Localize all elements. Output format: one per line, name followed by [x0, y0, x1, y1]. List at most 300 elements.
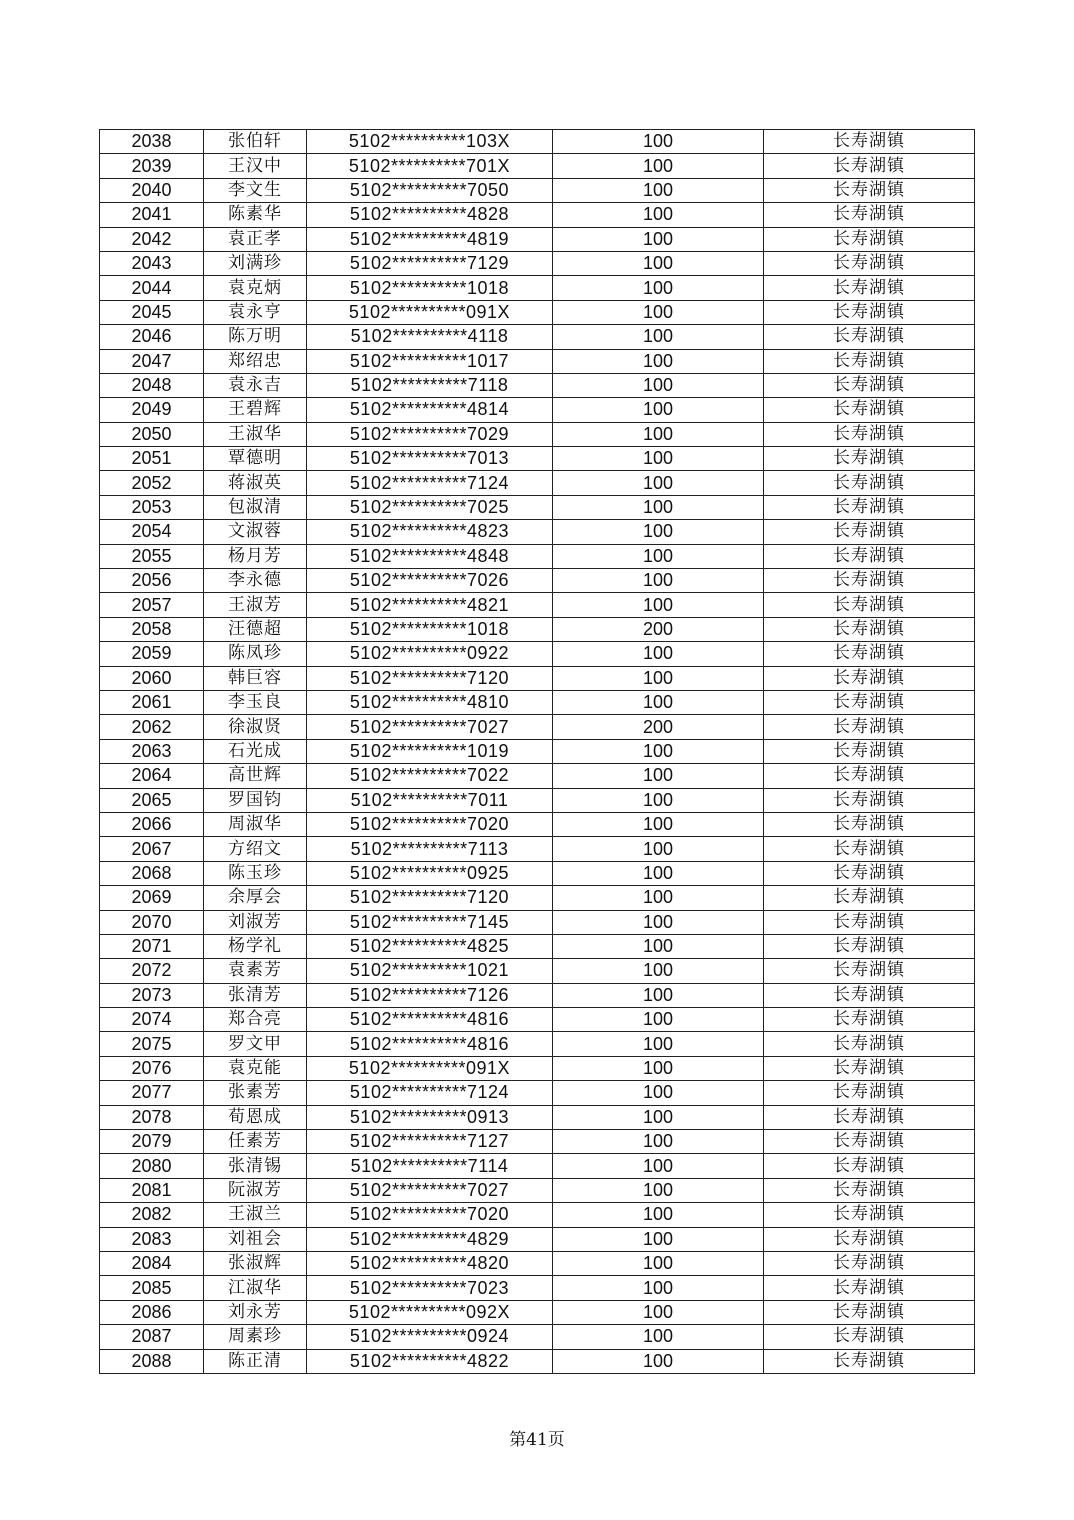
- row-number-cell: 2073: [100, 983, 204, 1007]
- row-number-cell: 2043: [100, 251, 204, 275]
- table-row: [100, 959, 975, 983]
- amount-cell: 100: [553, 959, 764, 983]
- table-row: [100, 1325, 975, 1349]
- row-number-cell: 2062: [100, 715, 204, 739]
- amount-cell: 100: [553, 1081, 764, 1105]
- id-number-cell: 5102**********7127: [307, 1130, 553, 1154]
- town-cell: 长寿湖镇: [764, 1032, 975, 1056]
- id-number-cell: 5102**********7050: [307, 178, 553, 202]
- amount-cell: 100: [553, 1276, 764, 1300]
- amount-cell: 100: [553, 373, 764, 397]
- id-number-cell: 5102**********7114: [307, 1154, 553, 1178]
- name-cell: 王淑兰: [204, 1203, 307, 1227]
- id-number-cell: 5102**********1018: [307, 276, 553, 300]
- town-cell: 长寿湖镇: [764, 1081, 975, 1105]
- town-cell: 长寿湖镇: [764, 1203, 975, 1227]
- town-cell: 长寿湖镇: [764, 837, 975, 861]
- table-row: [100, 569, 975, 593]
- name-cell: 张清锡: [204, 1154, 307, 1178]
- beneficiary-table: [99, 129, 975, 1374]
- row-number-cell: 2085: [100, 1276, 204, 1300]
- amount-cell: 100: [553, 1008, 764, 1032]
- town-cell: 长寿湖镇: [764, 1300, 975, 1324]
- id-number-cell: 5102**********0925: [307, 861, 553, 885]
- row-number-cell: 2057: [100, 593, 204, 617]
- town-cell: 长寿湖镇: [764, 1251, 975, 1275]
- name-cell: 周淑华: [204, 812, 307, 836]
- table-row: [100, 1056, 975, 1080]
- amount-cell: 100: [553, 251, 764, 275]
- row-number-cell: 2055: [100, 544, 204, 568]
- town-cell: 长寿湖镇: [764, 422, 975, 446]
- name-cell: 王碧辉: [204, 398, 307, 422]
- town-cell: 长寿湖镇: [764, 886, 975, 910]
- town-cell: 长寿湖镇: [764, 1154, 975, 1178]
- row-number-cell: 2045: [100, 300, 204, 324]
- row-number-cell: 2053: [100, 495, 204, 519]
- table-row: [100, 447, 975, 471]
- town-cell: 长寿湖镇: [764, 715, 975, 739]
- town-cell: 长寿湖镇: [764, 764, 975, 788]
- amount-cell: 100: [553, 422, 764, 446]
- name-cell: 杨学礼: [204, 934, 307, 958]
- table-row: [100, 1349, 975, 1373]
- id-number-cell: 5102**********091X: [307, 1056, 553, 1080]
- row-number-cell: 2042: [100, 227, 204, 251]
- id-number-cell: 5102**********7013: [307, 447, 553, 471]
- id-number-cell: 5102**********1019: [307, 739, 553, 763]
- id-number-cell: 5102**********1018: [307, 617, 553, 641]
- town-cell: 长寿湖镇: [764, 154, 975, 178]
- amount-cell: 100: [553, 690, 764, 714]
- row-number-cell: 2048: [100, 373, 204, 397]
- town-cell: 长寿湖镇: [764, 812, 975, 836]
- amount-cell: 100: [553, 812, 764, 836]
- table-row: [100, 154, 975, 178]
- amount-cell: 200: [553, 617, 764, 641]
- id-number-cell: 5102**********7020: [307, 812, 553, 836]
- id-number-cell: 5102**********7118: [307, 373, 553, 397]
- town-cell: 长寿湖镇: [764, 276, 975, 300]
- id-number-cell: 5102**********7029: [307, 422, 553, 446]
- id-number-cell: 5102**********4848: [307, 544, 553, 568]
- table-row: [100, 837, 975, 861]
- name-cell: 徐淑贤: [204, 715, 307, 739]
- table-row: [100, 983, 975, 1007]
- table-body: [100, 130, 975, 1374]
- town-cell: 长寿湖镇: [764, 447, 975, 471]
- amount-cell: 100: [553, 154, 764, 178]
- row-number-cell: 2066: [100, 812, 204, 836]
- page-number: 第41页: [509, 1430, 565, 1450]
- id-number-cell: 5102**********7129: [307, 251, 553, 275]
- table-row: [100, 1227, 975, 1251]
- name-cell: 郑绍忠: [204, 349, 307, 373]
- row-number-cell: 2071: [100, 934, 204, 958]
- row-number-cell: 2078: [100, 1105, 204, 1129]
- row-number-cell: 2047: [100, 349, 204, 373]
- name-cell: 包淑清: [204, 495, 307, 519]
- town-cell: 长寿湖镇: [764, 1349, 975, 1373]
- amount-cell: 100: [553, 178, 764, 202]
- row-number-cell: 2075: [100, 1032, 204, 1056]
- town-cell: 长寿湖镇: [764, 861, 975, 885]
- name-cell: 袁永亨: [204, 300, 307, 324]
- amount-cell: 100: [553, 520, 764, 544]
- amount-cell: 100: [553, 739, 764, 763]
- name-cell: 李文生: [204, 178, 307, 202]
- row-number-cell: 2088: [100, 1349, 204, 1373]
- name-cell: 周素珍: [204, 1325, 307, 1349]
- table-row: [100, 471, 975, 495]
- amount-cell: 100: [553, 983, 764, 1007]
- id-number-cell: 5102**********7011: [307, 788, 553, 812]
- id-number-cell: 5102**********7027: [307, 715, 553, 739]
- name-cell: 罗国钧: [204, 788, 307, 812]
- amount-cell: 100: [553, 544, 764, 568]
- town-cell: 长寿湖镇: [764, 1325, 975, 1349]
- row-number-cell: 2056: [100, 569, 204, 593]
- table-row: [100, 495, 975, 519]
- amount-cell: 100: [553, 861, 764, 885]
- table-row: [100, 788, 975, 812]
- town-cell: 长寿湖镇: [764, 495, 975, 519]
- amount-cell: 100: [553, 495, 764, 519]
- table-row: [100, 617, 975, 641]
- table-row: [100, 325, 975, 349]
- row-number-cell: 2076: [100, 1056, 204, 1080]
- row-number-cell: 2079: [100, 1130, 204, 1154]
- id-number-cell: 5102**********4829: [307, 1227, 553, 1251]
- name-cell: 余厚会: [204, 886, 307, 910]
- name-cell: 刘满珍: [204, 251, 307, 275]
- table-row: [100, 934, 975, 958]
- row-number-cell: 2049: [100, 398, 204, 422]
- town-cell: 长寿湖镇: [764, 373, 975, 397]
- row-number-cell: 2038: [100, 130, 204, 154]
- town-cell: 长寿湖镇: [764, 130, 975, 154]
- table-row: [100, 251, 975, 275]
- name-cell: 张淑辉: [204, 1251, 307, 1275]
- amount-cell: 100: [553, 1032, 764, 1056]
- table-row: [100, 398, 975, 422]
- row-number-cell: 2039: [100, 154, 204, 178]
- id-number-cell: 5102**********7027: [307, 1178, 553, 1202]
- amount-cell: 100: [553, 910, 764, 934]
- name-cell: 袁永吉: [204, 373, 307, 397]
- name-cell: 高世辉: [204, 764, 307, 788]
- table-row: [100, 910, 975, 934]
- id-number-cell: 5102**********0913: [307, 1105, 553, 1129]
- table-row: [100, 764, 975, 788]
- row-number-cell: 2040: [100, 178, 204, 202]
- amount-cell: 100: [553, 1300, 764, 1324]
- amount-cell: 100: [553, 1227, 764, 1251]
- table-row: [100, 690, 975, 714]
- row-number-cell: 2060: [100, 666, 204, 690]
- name-cell: 方绍文: [204, 837, 307, 861]
- town-cell: 长寿湖镇: [764, 520, 975, 544]
- amount-cell: 100: [553, 471, 764, 495]
- row-number-cell: 2086: [100, 1300, 204, 1324]
- amount-cell: 100: [553, 276, 764, 300]
- amount-cell: 100: [553, 203, 764, 227]
- name-cell: 陈玉珍: [204, 861, 307, 885]
- row-number-cell: 2058: [100, 617, 204, 641]
- table-row: [100, 130, 975, 154]
- table-row: [100, 642, 975, 666]
- row-number-cell: 2081: [100, 1178, 204, 1202]
- amount-cell: 100: [553, 1154, 764, 1178]
- town-cell: 长寿湖镇: [764, 569, 975, 593]
- name-cell: 王淑华: [204, 422, 307, 446]
- town-cell: 长寿湖镇: [764, 203, 975, 227]
- town-cell: 长寿湖镇: [764, 959, 975, 983]
- table-row: [100, 276, 975, 300]
- name-cell: 刘祖会: [204, 1227, 307, 1251]
- name-cell: 江淑华: [204, 1276, 307, 1300]
- amount-cell: 100: [553, 569, 764, 593]
- name-cell: 覃德明: [204, 447, 307, 471]
- name-cell: 荀恩成: [204, 1105, 307, 1129]
- town-cell: 长寿湖镇: [764, 398, 975, 422]
- table-row: [100, 593, 975, 617]
- id-number-cell: 5102**********7120: [307, 666, 553, 690]
- amount-cell: 100: [553, 788, 764, 812]
- table-row: [100, 544, 975, 568]
- table-row: [100, 422, 975, 446]
- amount-cell: 200: [553, 715, 764, 739]
- id-number-cell: 5102**********4814: [307, 398, 553, 422]
- id-number-cell: 5102**********4819: [307, 227, 553, 251]
- name-cell: 文淑蓉: [204, 520, 307, 544]
- table-row: [100, 715, 975, 739]
- name-cell: 袁素芳: [204, 959, 307, 983]
- id-number-cell: 5102**********1021: [307, 959, 553, 983]
- amount-cell: 100: [553, 1178, 764, 1202]
- town-cell: 长寿湖镇: [764, 349, 975, 373]
- name-cell: 张清芳: [204, 983, 307, 1007]
- id-number-cell: 5102**********4825: [307, 934, 553, 958]
- id-number-cell: 5102**********1017: [307, 349, 553, 373]
- id-number-cell: 5102**********7026: [307, 569, 553, 593]
- name-cell: 陈凤珍: [204, 642, 307, 666]
- row-number-cell: 2082: [100, 1203, 204, 1227]
- town-cell: 长寿湖镇: [764, 544, 975, 568]
- name-cell: 杨月芳: [204, 544, 307, 568]
- id-number-cell: 5102**********4816: [307, 1032, 553, 1056]
- name-cell: 陈万明: [204, 325, 307, 349]
- id-number-cell: 5102**********7120: [307, 886, 553, 910]
- name-cell: 袁克能: [204, 1056, 307, 1080]
- id-number-cell: 5102**********4821: [307, 593, 553, 617]
- town-cell: 长寿湖镇: [764, 983, 975, 1007]
- amount-cell: 100: [553, 1056, 764, 1080]
- id-number-cell: 5102**********4823: [307, 520, 553, 544]
- id-number-cell: 5102**********4820: [307, 1251, 553, 1275]
- table-row: [100, 1032, 975, 1056]
- town-cell: 长寿湖镇: [764, 788, 975, 812]
- row-number-cell: 2084: [100, 1251, 204, 1275]
- name-cell: 王淑芳: [204, 593, 307, 617]
- table-row: [100, 178, 975, 202]
- amount-cell: 100: [553, 1349, 764, 1373]
- name-cell: 蒋淑英: [204, 471, 307, 495]
- id-number-cell: 5102**********0924: [307, 1325, 553, 1349]
- town-cell: 长寿湖镇: [764, 1276, 975, 1300]
- id-number-cell: 5102**********7025: [307, 495, 553, 519]
- name-cell: 郑合亮: [204, 1008, 307, 1032]
- table-row: [100, 1081, 975, 1105]
- town-cell: 长寿湖镇: [764, 617, 975, 641]
- table-row: [100, 1154, 975, 1178]
- table-row: [100, 373, 975, 397]
- amount-cell: 100: [553, 447, 764, 471]
- town-cell: 长寿湖镇: [764, 666, 975, 690]
- row-number-cell: 2046: [100, 325, 204, 349]
- id-number-cell: 5102**********7124: [307, 471, 553, 495]
- amount-cell: 100: [553, 325, 764, 349]
- name-cell: 石光成: [204, 739, 307, 763]
- id-number-cell: 5102**********4816: [307, 1008, 553, 1032]
- name-cell: 袁正孝: [204, 227, 307, 251]
- table-row: [100, 886, 975, 910]
- table-row: [100, 520, 975, 544]
- name-cell: 李玉良: [204, 690, 307, 714]
- amount-cell: 100: [553, 642, 764, 666]
- amount-cell: 100: [553, 1251, 764, 1275]
- table-row: [100, 739, 975, 763]
- name-cell: 张素芳: [204, 1081, 307, 1105]
- table-row: [100, 1178, 975, 1202]
- town-cell: 长寿湖镇: [764, 910, 975, 934]
- row-number-cell: 2087: [100, 1325, 204, 1349]
- id-number-cell: 5102**********092X: [307, 1300, 553, 1324]
- amount-cell: 100: [553, 398, 764, 422]
- table-row: [100, 666, 975, 690]
- amount-cell: 100: [553, 1130, 764, 1154]
- amount-cell: 100: [553, 1325, 764, 1349]
- town-cell: 长寿湖镇: [764, 593, 975, 617]
- id-number-cell: 5102**********0922: [307, 642, 553, 666]
- town-cell: 长寿湖镇: [764, 1178, 975, 1202]
- row-number-cell: 2041: [100, 203, 204, 227]
- row-number-cell: 2059: [100, 642, 204, 666]
- name-cell: 王汉中: [204, 154, 307, 178]
- town-cell: 长寿湖镇: [764, 325, 975, 349]
- table-row: [100, 812, 975, 836]
- amount-cell: 100: [553, 349, 764, 373]
- id-number-cell: 5102**********701X: [307, 154, 553, 178]
- name-cell: 陈正清: [204, 1349, 307, 1373]
- amount-cell: 100: [553, 227, 764, 251]
- town-cell: 长寿湖镇: [764, 227, 975, 251]
- table-row: [100, 1105, 975, 1129]
- name-cell: 李永德: [204, 569, 307, 593]
- id-number-cell: 5102**********7124: [307, 1081, 553, 1105]
- amount-cell: 100: [553, 886, 764, 910]
- table-row: [100, 1008, 975, 1032]
- town-cell: 长寿湖镇: [764, 178, 975, 202]
- id-number-cell: 5102**********7126: [307, 983, 553, 1007]
- amount-cell: 100: [553, 130, 764, 154]
- table-row: [100, 1300, 975, 1324]
- name-cell: 刘永芳: [204, 1300, 307, 1324]
- id-number-cell: 5102**********4822: [307, 1349, 553, 1373]
- id-number-cell: 5102**********7113: [307, 837, 553, 861]
- table-row: [100, 227, 975, 251]
- row-number-cell: 2061: [100, 690, 204, 714]
- table-row: [100, 349, 975, 373]
- town-cell: 长寿湖镇: [764, 1130, 975, 1154]
- table-row: [100, 1251, 975, 1275]
- town-cell: 长寿湖镇: [764, 471, 975, 495]
- id-number-cell: 5102**********7145: [307, 910, 553, 934]
- row-number-cell: 2077: [100, 1081, 204, 1105]
- name-cell: 任素芳: [204, 1130, 307, 1154]
- row-number-cell: 2063: [100, 739, 204, 763]
- town-cell: 长寿湖镇: [764, 690, 975, 714]
- town-cell: 长寿湖镇: [764, 1105, 975, 1129]
- row-number-cell: 2065: [100, 788, 204, 812]
- table-row: [100, 1130, 975, 1154]
- row-number-cell: 2064: [100, 764, 204, 788]
- name-cell: 阮淑芳: [204, 1178, 307, 1202]
- amount-cell: 100: [553, 934, 764, 958]
- amount-cell: 100: [553, 593, 764, 617]
- town-cell: 长寿湖镇: [764, 1227, 975, 1251]
- name-cell: 袁克炳: [204, 276, 307, 300]
- name-cell: 刘淑芳: [204, 910, 307, 934]
- amount-cell: 100: [553, 1105, 764, 1129]
- id-number-cell: 5102**********4828: [307, 203, 553, 227]
- row-number-cell: 2080: [100, 1154, 204, 1178]
- row-number-cell: 2074: [100, 1008, 204, 1032]
- row-number-cell: 2068: [100, 861, 204, 885]
- row-number-cell: 2067: [100, 837, 204, 861]
- name-cell: 罗文甲: [204, 1032, 307, 1056]
- town-cell: 长寿湖镇: [764, 1008, 975, 1032]
- row-number-cell: 2044: [100, 276, 204, 300]
- row-number-cell: 2050: [100, 422, 204, 446]
- name-cell: 陈素华: [204, 203, 307, 227]
- id-number-cell: 5102**********4810: [307, 690, 553, 714]
- id-number-cell: 5102**********091X: [307, 300, 553, 324]
- table-row: [100, 1203, 975, 1227]
- name-cell: 韩巨容: [204, 666, 307, 690]
- town-cell: 长寿湖镇: [764, 642, 975, 666]
- row-number-cell: 2083: [100, 1227, 204, 1251]
- amount-cell: 100: [553, 666, 764, 690]
- town-cell: 长寿湖镇: [764, 300, 975, 324]
- amount-cell: 100: [553, 837, 764, 861]
- row-number-cell: 2054: [100, 520, 204, 544]
- town-cell: 长寿湖镇: [764, 251, 975, 275]
- row-number-cell: 2072: [100, 959, 204, 983]
- table-row: [100, 203, 975, 227]
- table-row: [100, 861, 975, 885]
- amount-cell: 100: [553, 764, 764, 788]
- row-number-cell: 2052: [100, 471, 204, 495]
- table-row: [100, 300, 975, 324]
- row-number-cell: 2069: [100, 886, 204, 910]
- amount-cell: 100: [553, 300, 764, 324]
- id-number-cell: 5102**********103X: [307, 130, 553, 154]
- town-cell: 长寿湖镇: [764, 739, 975, 763]
- town-cell: 长寿湖镇: [764, 1056, 975, 1080]
- id-number-cell: 5102**********7022: [307, 764, 553, 788]
- id-number-cell: 5102**********4118: [307, 325, 553, 349]
